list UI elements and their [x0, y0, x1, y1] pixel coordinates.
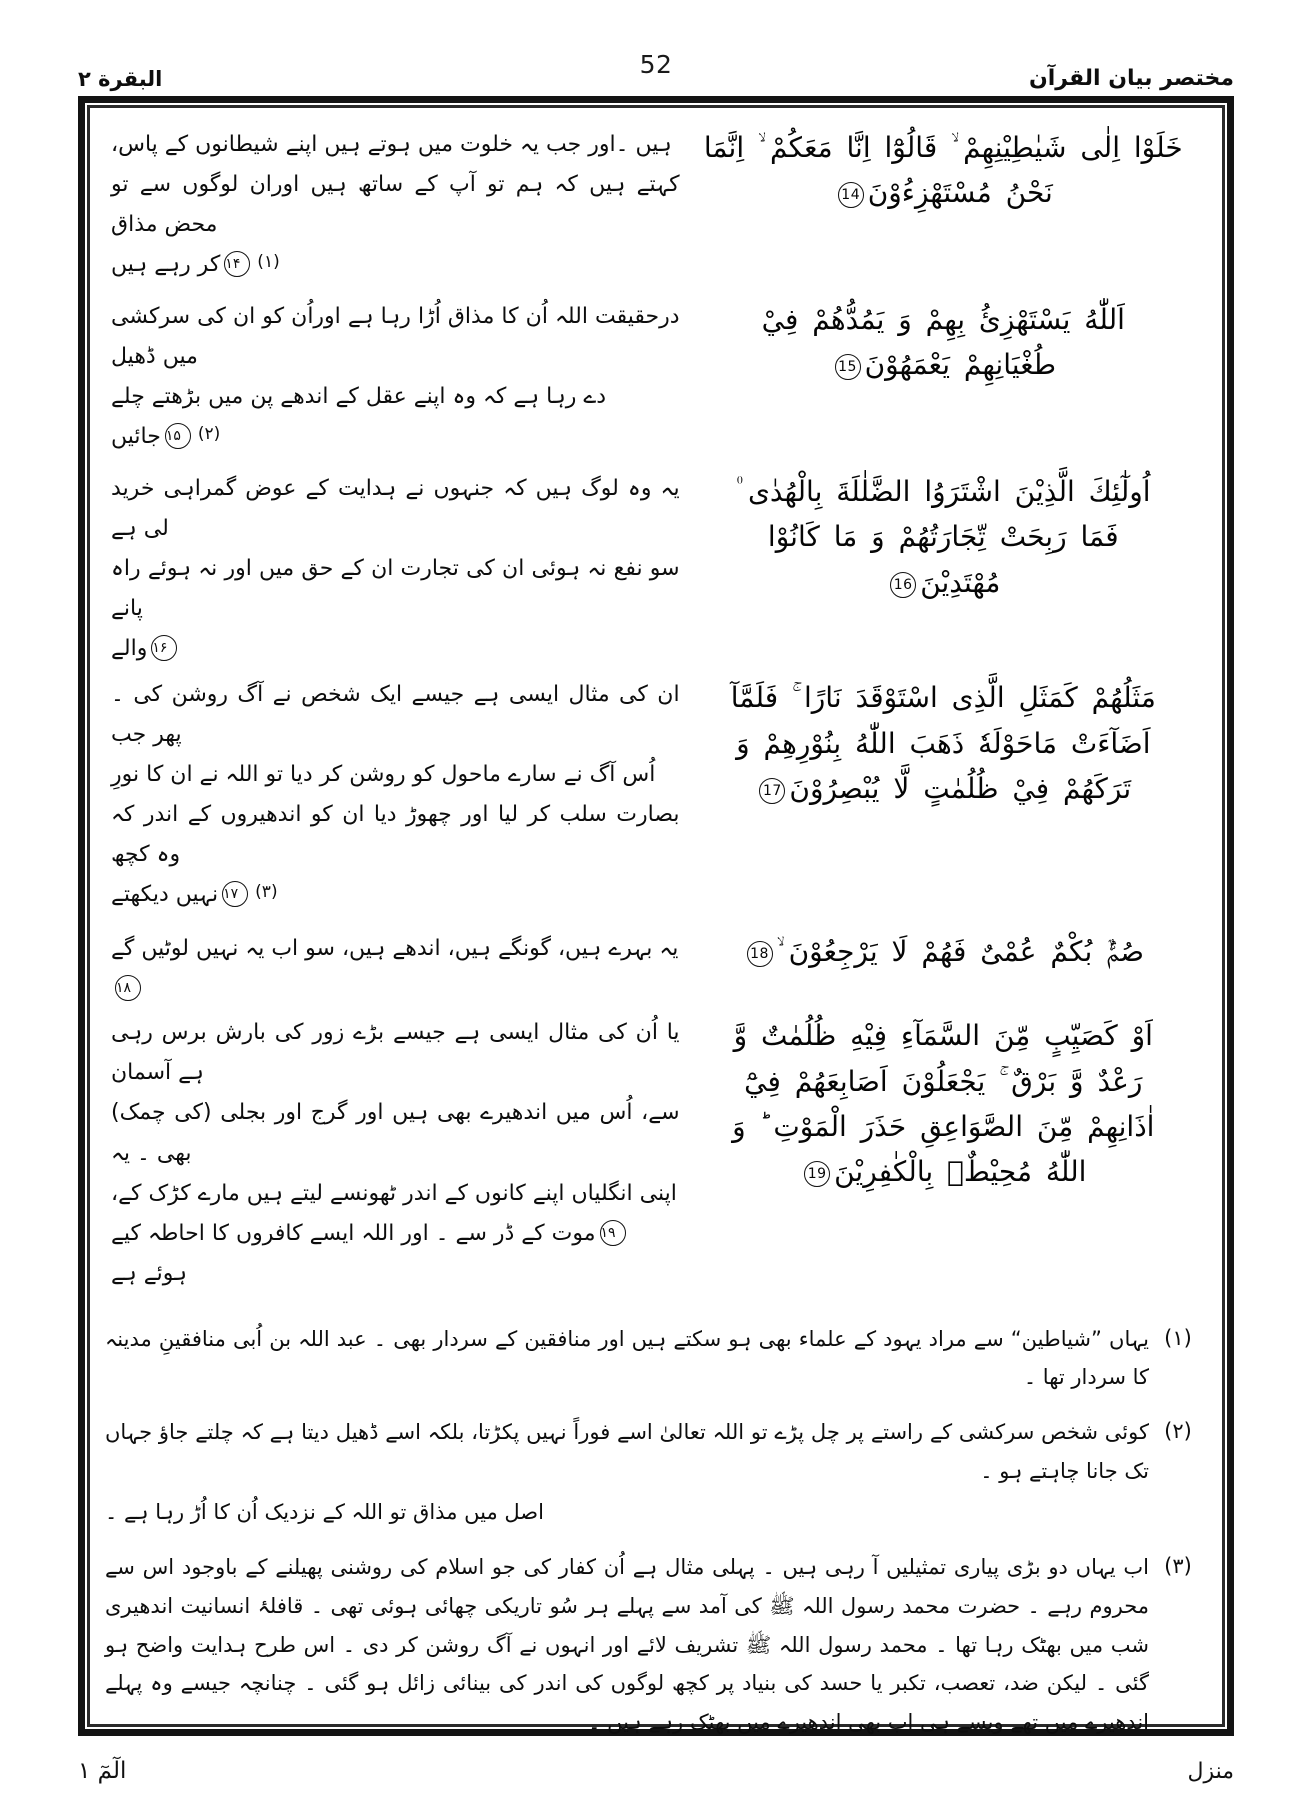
urdu-line-text: موت کے ڈر سے ۔ اور اللہ ایسے کافروں کا احاطہ کیے ہوئے ہے	[111, 1220, 596, 1286]
arabic-line: اَللّٰهُ يَسْتَهْزِئُ بِهِمْ وَ يَمُدُّهُمْ فِيْ	[761, 303, 1125, 336]
footnote-reference: (۳)	[255, 882, 278, 903]
arabic-line	[688, 342, 1199, 387]
verse-block-19	[105, 1013, 1207, 1293]
footnote-paragraph: یہاں ”شیاطین“ سے مراد یہود کے علماء بھی ہو سکتے ہیں اور منافقین کے سردار بھی ۔ عبد اللہ بن اُبی منافقینِ مدینہ کا سردار تھا ۔	[105, 1326, 1149, 1390]
footnotes-section	[105, 1304, 1207, 1758]
urdu-line: درحقیقت اللہ اُن کا مذاق اُڑا رہا ہے اوراُن کو ان کی سرکشی میں ڈھیل	[111, 304, 680, 370]
verse-number-badge: 17	[759, 778, 785, 804]
footnote-marker: (۲)	[1164, 1419, 1192, 1444]
urdu-line-text: نہیں دیکھتے	[111, 882, 219, 908]
arabic-line: اَوْ كَصَيِّبٍ مِّنَ السَّمَآءِ فِيْهِ ظُلُمٰتٌ وَّ	[733, 1019, 1153, 1053]
footnote-body	[105, 1548, 1149, 1742]
arabic-line	[688, 929, 1199, 974]
arabic-line-text: مُهْتَدِيْنَ	[920, 565, 1001, 599]
urdu-line: سو نفع نہ ہوئی ان کی تجارت ان کے حق میں اور نہ ہوئے راہ پانے	[111, 556, 680, 622]
footnote-paragraph: اب یہاں دو بڑی پیاری تمثیلیں آ رہی ہیں ۔ پہلی مثال ہے اُن کفار کی جو اسلام کی روشنی پھیلنے کے باوجود اس سے محروم رہے ۔ حضرت محمد رسول اللہ ﷺ کی آمد سے پہلے ہر سُو تاریکی چھائی ہوئی تھی ۔ قافلۂ انسانیت اندھیری شب میں بھٹک رہا تھا ۔ محمد رسول اللہ ﷺ تشریف لائے اور انہوں نے آگ روشن کر دی ۔ اس طرح ہدایت واضح ہو گئی ۔ لیکن ضد، تعصب، تکبر یا حسد کی بنیاد پر کچھ لوگوں کی اندر کی بینائی زائل ہو گئی ۔ چنانچہ جیسے وہ پہلے اندھیرے میں تھے ویسے ہی اب بھی اندھیرے میں بھٹک رہے ہیں ۔	[105, 1554, 1149, 1735]
verse-block-17	[105, 675, 1207, 915]
verse-number-badge: ۱۵	[165, 423, 191, 449]
urdu-line	[111, 417, 680, 457]
footnote-paragraph: اصل میں مذاق تو اللہ کے نزدیک اُن کا اُڑ رہا ہے ۔	[105, 1500, 544, 1524]
urdu-line	[111, 245, 680, 285]
urdu-line-text: یہ بہرے ہیں، گونگے ہیں، اندھے ہیں، سو اب یہ نہیں لوٹیں گے	[111, 936, 679, 962]
footnote-reference: (۲)	[197, 424, 221, 445]
arabic-line	[688, 170, 1199, 215]
urdu-line: یا اُن کی مثال ایسی ہے جیسے بڑے زور کی بارش برس رہی ہے آسمان	[111, 1020, 680, 1086]
footnote-item	[105, 1320, 1207, 1398]
arabic-line-text: نَحْنُ مُسْتَهْزِءُوْنَ	[867, 176, 1053, 210]
footer-manzil-label: الٓمٓ ١	[78, 1758, 127, 1784]
footer-juz-label: منزل	[1187, 1758, 1234, 1784]
verse-number-badge: 15	[835, 354, 861, 380]
urdu-column-19	[105, 1013, 684, 1293]
urdu-line	[111, 875, 680, 915]
page-content-frame	[78, 96, 1234, 1736]
footnote-marker: (۱)	[1164, 1325, 1192, 1350]
urdu-column-15	[105, 297, 684, 457]
arabic-column-18	[684, 929, 1207, 974]
running-header	[78, 48, 1234, 92]
arabic-line: اُولٰٓئِكَ الَّذِيْنَ اشْتَرَوُا الضَّلٰلَةَ بِالْهُدٰى ۠	[736, 475, 1151, 508]
verse-area	[105, 117, 1207, 1294]
verse-number-badge: ۱۴	[224, 251, 250, 277]
footnote-reference: (۱)	[257, 252, 280, 273]
arabic-line: مَثَلُهُمْ كَمَثَلِ الَّذِى اسْتَوْقَدَ نَارًا ۚ فَلَمَّآ	[730, 681, 1156, 715]
arabic-line	[688, 1149, 1199, 1194]
urdu-column-17	[105, 675, 684, 915]
arabic-line: اَضَآءَتْ مَاحَوْلَهٗ ذَهَبَ اللّٰهُ بِنُوْرِهِمْ وَ	[736, 726, 1151, 760]
urdu-line: سے، اُس میں اندھیرے بھی ہیں اور گرج اور بجلی (کی چمک) بھی ۔ یہ	[111, 1100, 680, 1166]
verse-number-badge: ۱۹	[600, 1220, 626, 1246]
arabic-column-14	[684, 125, 1207, 216]
urdu-line-text: والے	[111, 636, 148, 662]
verse-block-15	[105, 297, 1207, 463]
arabic-line: خَلَوْا اِلٰى شَيٰطِيْنِهِمْ ۙ قَالُوْٓا اِنَّا مَعَكُمْ ۙ اِنَّمَا	[703, 131, 1183, 164]
verse-block-14	[105, 125, 1207, 293]
verse-number-badge: 14	[838, 182, 864, 208]
urdu-line-text: کر رہے ہیں	[111, 252, 221, 278]
arabic-column-15	[684, 297, 1207, 388]
page-number: 52	[639, 50, 673, 79]
arabic-line	[688, 560, 1199, 605]
header-surah-label: البقرة ٢	[78, 66, 163, 91]
verse-block-16	[105, 469, 1207, 669]
urdu-column-14	[105, 125, 684, 285]
verse-number-badge: 18	[747, 941, 773, 967]
arabic-column-19	[684, 1013, 1207, 1194]
verse-number-badge: ۱۸	[115, 975, 141, 1001]
arabic-column-16	[684, 469, 1207, 605]
urdu-line	[111, 1214, 680, 1294]
footnote-paragraph: کوئی شخص سرکشی کے راستے پر چل پڑے تو اللہ تعالیٰ اسے فوراً نہیں پکڑتا، بلکہ اسے ڈھیل دیتا ہے کہ چلتے جاؤ جہاں تک جانا چاہتے ہو ۔	[105, 1420, 1149, 1484]
urdu-line	[111, 629, 680, 669]
footnote-body	[105, 1413, 1149, 1532]
verse-number-badge: 16	[890, 572, 916, 598]
urdu-column-16	[105, 469, 684, 669]
footnote-item	[105, 1413, 1207, 1532]
arabic-column-17	[684, 675, 1207, 811]
urdu-line: بصارت سلب کر لیا اور چھوڑ دیا ان کو اندھیروں کے اندر کہ وہ کچھ	[111, 802, 680, 868]
footnote-item	[105, 1548, 1207, 1742]
arabic-line-text: طُغْيَانِهِمْ يَعْمَهُوْنَ	[864, 348, 1056, 382]
arabic-line	[688, 766, 1199, 811]
arabic-line: رَعْدٌ وَّ بَرْقٌ ۚ يَجْعَلُوْنَ اَصَابِعَهُمْ فِيْٓ	[744, 1064, 1143, 1098]
verse-block-18	[105, 929, 1207, 1009]
arabic-line-text: اللّٰهُ مُحِيْطٌۢ بِالْكٰفِرِيْنَ	[834, 1155, 1087, 1189]
urdu-line: یہ وہ لوگ ہیں کہ جنہوں نے ہدایت کے عوض گمراہی خرید لی ہے	[111, 476, 680, 542]
urdu-line-text: جائیں	[111, 424, 161, 450]
verse-number-badge: ۱۶	[151, 635, 177, 661]
verse-number-badge: 19	[804, 1161, 830, 1187]
urdu-line	[111, 929, 680, 1009]
arabic-line-text: صُمٌّۢ بُكْمٌ عُمْىٌ فَهُمْ لَا يَرْجِعُوْنَ ۙ	[776, 935, 1144, 969]
urdu-line: ہیں ۔اور جب یہ خلوت میں ہوتے ہیں اپنے شیطانوں کے پاس،	[111, 132, 672, 157]
arabic-line-text: تَرَكَهُمْ فِيْ ظُلُمٰتٍ لَّا يُبْصِرُوْنَ	[789, 771, 1132, 805]
urdu-line: دے رہا ہے کہ وہ اپنے عقل کے اندھے پن میں بڑھتے چلے	[111, 384, 607, 410]
header-book-title: مختصر بیان القرآن	[1028, 65, 1234, 91]
arabic-line: اٰذَانِهِمْ مِّنَ الصَّوَاعِقِ حَذَرَ الْمَوْتِ ؕ وَ	[732, 1110, 1155, 1144]
arabic-line: فَمَا رَبِحَتْ تِّجَارَتُهُمْ وَ مَا كَانُوْا	[767, 520, 1119, 554]
page-footer	[78, 1748, 1234, 1794]
footnote-marker: (۳)	[1164, 1553, 1192, 1578]
footnote-body	[105, 1320, 1149, 1398]
urdu-column-18	[105, 929, 684, 1009]
urdu-line: اُس آگ نے سارے ماحول کو روشن کر دیا تو اللہ نے ان کا نورِ	[111, 762, 656, 788]
verse-number-badge: ۱۷	[222, 881, 248, 907]
urdu-line: ان کی مثال ایسی ہے جیسے ایک شخص نے آگ روشن کی ۔ پھر جب	[111, 682, 680, 748]
urdu-line: اپنی انگلیاں اپنے کانوں کے اندر ٹھونسے لیتے ہیں مارے کڑک کے،	[111, 1180, 677, 1206]
urdu-line: کہتے ہیں کہ ہم تو آپ کے ساتھ ہیں اوران لوگوں سے تو محض مذاق	[111, 172, 680, 238]
